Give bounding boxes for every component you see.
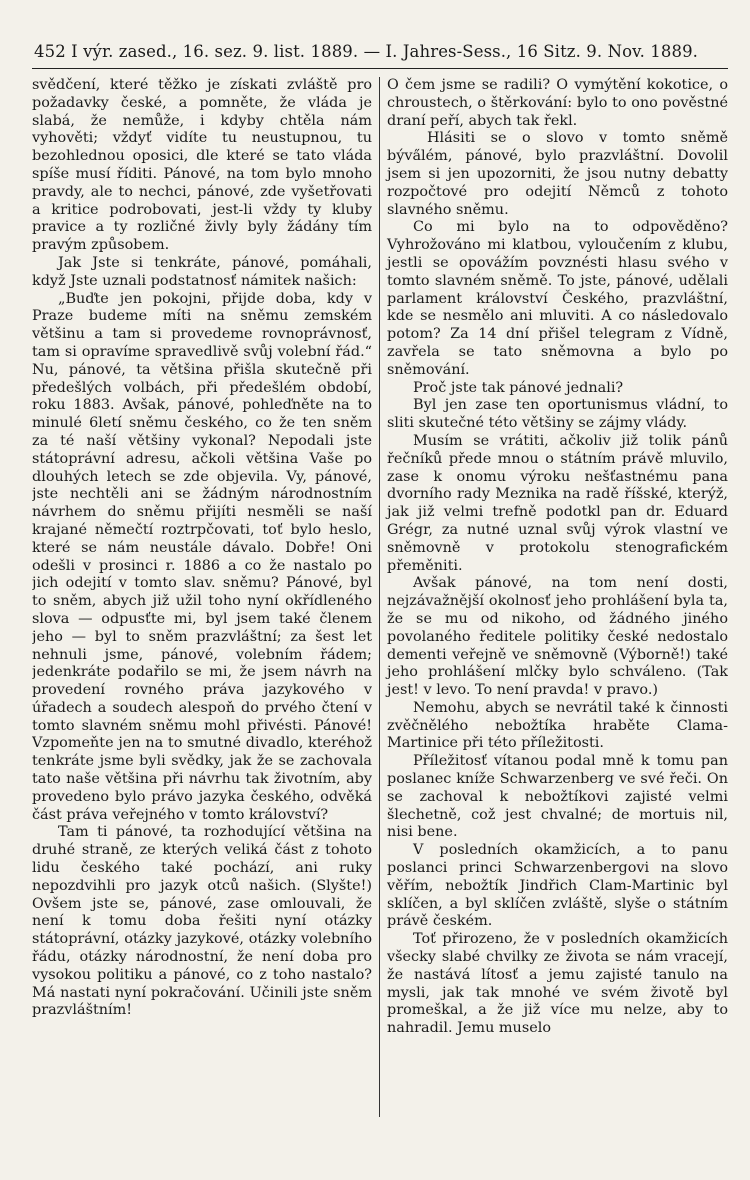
paragraph: Nemohu, abych se nevrátil také k činnosti zvěčnělého nebožtíka hraběte Clama-Martinice při této příležitosti.: [387, 699, 728, 752]
text-columns: [32, 77, 728, 1117]
paragraph: Příležitosť vítanou podal mně k tomu pan poslanec kníže Schwarzenberg ve své řeči. On se zachoval k nebožtíkovi zajisté velmi šlechetně, což jest chvalné; de mortuis nil, nisi bene.: [387, 753, 728, 841]
page-header: [32, 28, 728, 69]
paragraph: Tam ti pánové, ta rozhodující většina na druhé straně, ze kterých veliká část z tohoto lidu českého také pochází, ani ruky nepozdvihli pro jazyk otců našich. (Slyšte!) Ovšem jste se, pánové, zase omlouvali, že není k tomu doba řešiti nyní otázky státoprávní, otázky jazykové, otázky volebního řádu, otázky národnostní, že není doba pro vysokou politiku a pánové, co z toho nastalo? Má nastati nyní pokračování. Učinili jste sněm prazvláštním!: [32, 824, 372, 1019]
paragraph: Musím se vrátiti, ačkoliv již tolik pánů řečníků přede mnou o státním právě mluvilo, zase k onomu výroku nešťastnému pana dvorního rady Meznika na radě říšské, kterýž, jak již velmi trefně podotkl pan dr. Eduard Grégr, za nutné uznal svůj výrok vlastní ve sněmovně v protokolu stenografickém přeměniti.: [387, 432, 728, 574]
paragraph: „Buďte jen pokojni, přijde doba, kdy v Praze budeme míti na sněmu zemském většinu a tam si provedeme rovnoprávnosť, tam si opravíme spravedlivě svůj volební řád.“ Nu, pánové, ta většina přišla skutečně při předešlých volbách, při předešlém období, roku 1883. Avšak, pánové, pohleďněte na to minulé 6letí sněmu českého, co že ten sněm za té naší většiny vykonal? Nepodali jste státoprávní adresu, ačkoli většina Vaše po dlouhých letech se zde objevila. Vy, pánové, jste nechtěli ani se žádným národnostním návrhem do sněmu přijíti nesměli se naší krajané němečtí roztrpčovati, toť bylo heslo, které se nám neustále dávalo. Dobře! Oni odešli v prosinci r. 1886 a co že nastalo po jich odejití v tomto slav. sněmu? Pánové, byl to sněm, abych již užil toho nyní okřídleného slova — odpusťte mi, byl jsem také členem jeho — byl to sněm prazvláštní; za šest let nehnuli jsme, pánové, volebním řádem; jedenkráte podařilo se mi, že jsem návrh na provedení rovného práva jazykového v úřadech a soudech alespoň do prvého čtení v tomto slavném sněmu mohl přivésti. Pánové! Vzpomeňte jen na to smutné divadlo, kteréhož tenkráte jsme byli svědky, jak že se zachovala tato naše většina při návrhu tak životním, aby provedeno bylo právo jazyka českého, odvěká část práva veřejného v tomto království?: [32, 290, 372, 823]
right-column: [380, 77, 728, 1117]
paragraph: Hlásiti se o slovo v tomto sněmě býva̋lém, pánové, bylo prazvláštní. Dovolil jsem si jen upozorniti, že jsou nutny debatty rozpočtové pro odejití Němců z tohoto slavného sněmu.: [387, 130, 728, 218]
paragraph: Byl jen zase ten oportunismus vládní, to sliti skutečné této většiny se zájmy vlády.: [387, 397, 728, 432]
paragraph: O čem jsme se radili? O vymýtění kokotice, o chroustech, o štěrkování: bylo to ono pověstné draní peří, abych tak řekl.: [387, 77, 728, 129]
paragraph: V posledních okamžicích, a to panu poslanci princi Schwarzenbergovi na slovo věřím, nebožtík Jindřich Clam-Martinic byl sklíčen, a byl sklíčen zvláště, slyše o státním právě českém.: [387, 842, 728, 930]
paragraph: svědčení, které těžko je získati zvláště pro požadavky české, a pomněte, že vláda je slabá, že nemůže, i kdyby chtěla nám vyhověti; vždyť vidíte tu neustupnou, tu bezohlednou oposici, dle které se tato vláda spíše musí říditi. Pánové, na tom bylo mnoho pravdy, ale to nechci, pánové, zde vyšetřovati a kritice podrobovati, jest-li vždy ty kluby pravice a ty rozličné živly byly žádány tím pravým způsobem.: [32, 77, 372, 254]
paragraph: Avšak pánové, na tom není dosti, nejzávažnější okolnosť jeho prohlášení byla ta, že se mu od nikoho, od žádného jiného povolaného ředitele politiky české nedostalo dementi veřejně ve sněmovně (Výborně!) také jeho prohlášení mlčky bylo schváleno. (Tak jest! v levo. To není pravda! v pravo.): [387, 575, 728, 699]
page-header-text: 452 I výr. zased., 16. sez. 9. list. 1889. — I. Jahres-Sess., 16 Sitz. 9. Nov. 1889.: [34, 42, 699, 61]
paragraph: Proč jste tak pánové jednali?: [413, 379, 624, 396]
paragraph: Co mi bylo na to odpověděno? Vyhrožováno mi klatbou, vyloučením z klubu, jestli se opovážím povznésti hlasu svého v tomto slavném sněmě. To jste, pánové, udělali parlament království Českého, prazvláštní, kde se nesmělo ani mluviti. A co následovalo potom? Za 14 dní přišel telegram z Vídně, zavřela se tato sněmovna a bylo po sněmování.: [387, 219, 728, 378]
paragraph: Jak Jste si tenkráte, pánové, pomáhali, když Jste uznali podstatnosť námitek našich:: [32, 254, 372, 289]
paragraph: Toť přirozeno, že v posledních okamžicích všecky slabé chvilky ze života se nám vracejí, že nastává lítosť a jemu zajisté tanulo na mysli, jak tak mnohé ve svém životě byl promeškal, a že již více mu nelze, aby to nahradil. Jemu muselo: [387, 931, 728, 1037]
left-column: [32, 77, 380, 1117]
